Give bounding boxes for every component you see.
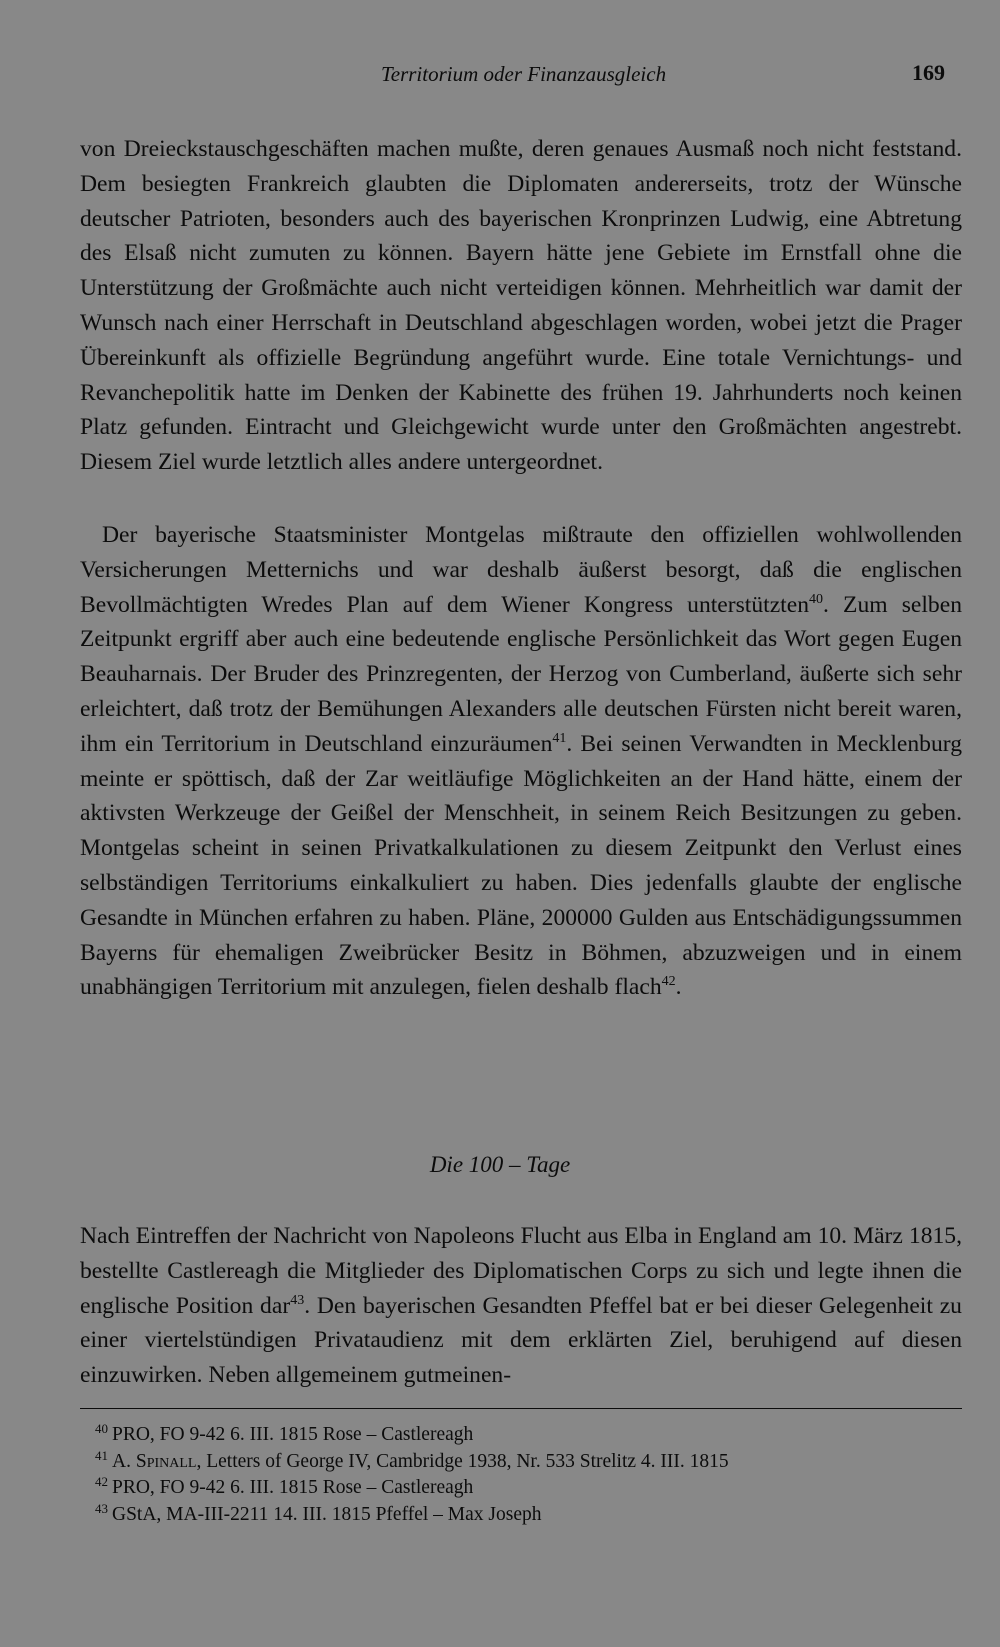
paragraph-3-text-a: Nach Eintreffen der Nachricht von Napoleons Flucht aus Elba in England am 10. März 1815, bestellte Castlereagh die Mitglieder des Diplomatischen Corps zu sich und legte ihnen die englische Position dar	[80, 1223, 962, 1319]
paragraph-2-text-d: .	[675, 974, 682, 1001]
footnote-number: 43	[95, 1500, 108, 1516]
paragraph-1-text: von Dreieckstauschgeschäften machen mußte, deren genaues Ausmaß noch nicht feststand. Dem besiegten Frankreich glaubten die Diplomaten andererseits, trotz der Wünsche deutscher Patrioten, besonders auch des bayerischen Kronprinzen Ludwig, eine Abtretung des Elsaß nicht zumuten zu können. Bayern hätte jene Gebiete im Ernstfall ohne die Unterstützung der Großmächte auch nicht verteidigen können. Mehrheitlich war damit der Wunsch nach einer Herrschaft in Deutschland abgeschlagen worden, wobei jetzt die Prager Übereinkunft als offizielle Begründung angeführt wurde. Eine totale Vernichtungs- und Revanchepolitik hatte im Denken der Kabinette des frühen 19. Jahrhunderts noch keinen Platz gefunden. Eintracht und Gleichgewicht wurde unter den Großmächten angestrebt. Diesem Ziel wurde letztlich alles andere untergeordnet.	[80, 136, 962, 476]
page-number: 169	[912, 60, 945, 85]
footnote-40	[95, 1422, 955, 1449]
footnote-text: , Letters of George IV, Cambridge 1938, Nr. 533 Strelitz 4. III. 1815	[196, 1450, 729, 1472]
footnote-author: Spinall	[135, 1450, 197, 1472]
paragraph-1	[80, 132, 962, 480]
footnote-ref-42: 42	[661, 974, 676, 990]
paragraph-3-text-b: . Den bayerischen Gesandten Pfeffel bat er bei dieser Gelegenheit zu einer viertelstündigen Privataudienz mit dem erklärten Ziel, beruhigend auf diesen einzuwirken. Neben allgemeinem gutmeinen-	[80, 1292, 962, 1389]
section-heading: Die 100 – Tage	[429, 1152, 571, 1177]
footnote-41	[95, 1449, 955, 1476]
footnote-ref-40: 40	[809, 591, 824, 607]
footnote-43	[95, 1502, 955, 1529]
footnote-text: GStA, MA-III-2211 14. III. 1815 Pfeffel – Max Joseph	[112, 1503, 542, 1525]
footnote-ref-43: 43	[290, 1292, 305, 1308]
paragraph-2-text-a: Der bayerische Staatsminister Montgelas mißtraute den offiziellen wohlwollenden Versicherungen Metternichs und war deshalb äußerst besorgt, daß die englischen Bevollmächtigten Wredes Plan auf dem Wiener Kongress unterstützten	[80, 522, 962, 618]
running-title: Territorium oder Finanzausgleich	[381, 62, 667, 86]
footnote-text: PRO, FO 9-42 6. III. 1815 Rose – Castlereagh	[112, 1424, 474, 1445]
paragraph-2	[80, 518, 962, 1005]
paragraph-2-text-b: . Zum selben Zeitpunkt ergriff aber auch eine bedeutende englische Persönlichkeit das Wort gegen Eugen Beauharnais. Der Bruder des Prinzregenten, der Herzog von Cumberland, äußerte sich sehr erleichtert, daß trotz der Bemühungen Alexanders alle deutschen Fürsten nicht bereit waren, ihm ein Territorium in Deutschland einzuräumen	[80, 591, 962, 757]
footnote-text: PRO, FO 9-42 6. III. 1815 Rose – Castlereagh	[112, 1477, 474, 1498]
footnotes	[95, 1422, 955, 1528]
paragraph-3	[80, 1219, 962, 1393]
footnote-number: 42	[95, 1474, 108, 1489]
footnote-divider	[80, 1408, 962, 1409]
running-head	[0, 60, 1000, 92]
footnote-number: 41	[95, 1447, 108, 1463]
footnote-42	[95, 1475, 955, 1502]
footnote-initial: A.	[112, 1450, 136, 1472]
paragraph-2-text-c: . Bei seinen Verwandten in Mecklenburg meinte er spöttisch, daß der Zar weitläufige Möglichkeiten an der Hand hätte, einem der aktivsten Werkzeuge der Geißel der Menschheit, in seinem Reich Besitzungen zu geben. Montgelas scheint in seinen Privatkalkulationen zu diesem Zeitpunkt den Verlust eines selbständigen Territoriums einkalkuliert zu haben. Dies jedenfalls glaubte der englische Gesandte in München erfahren zu haben. Pläne, 200000 Gulden aus Entschädigungssummen Bayerns für ehemaligen Zweibrücker Besitz in Böhmen, abzuzweigen und in einem unabhängigen Territorium mit anzulegen, fielen deshalb flach	[80, 730, 963, 1001]
footnote-number: 40	[95, 1421, 108, 1436]
footnote-ref-41: 41	[552, 730, 567, 746]
